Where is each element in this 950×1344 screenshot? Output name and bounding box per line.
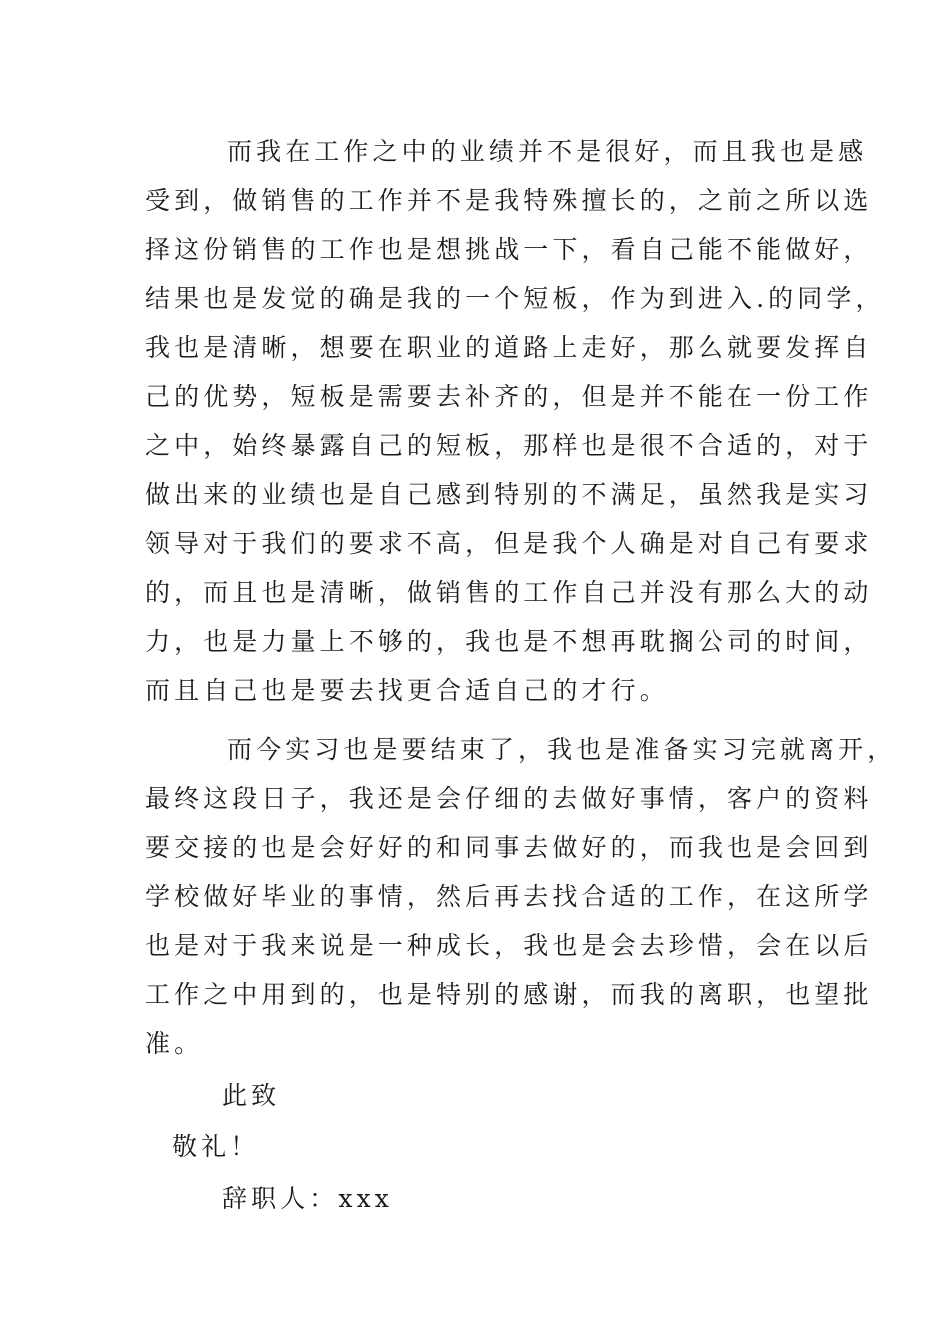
signature-line: 辞职人：xxx xyxy=(222,1184,393,1213)
paragraph-1-line-12: 而且自己也是要去找更合适自己的才行。 xyxy=(145,676,669,705)
paragraph-1-line-10: 的，而且也是清晰，做销售的工作自己并没有那么大的动 xyxy=(145,578,873,607)
paragraph-2-line-1: 而今实习也是要结束了，我也是准备实习完就离开， xyxy=(227,735,897,764)
paragraph-1-line-3: 择这份销售的工作也是想挑战一下，看自己能不能做好， xyxy=(145,235,873,264)
paragraph-2-line-4: 学校做好毕业的事情，然后再去找合适的工作，在这所学 xyxy=(145,882,873,911)
paragraph-1-line-5: 我也是清晰，想要在职业的道路上走好，那么就要发挥自 xyxy=(145,333,873,362)
paragraph-1-line-4: 结果也是发觉的确是我的一个短板，作为到进入.的同学， xyxy=(145,284,885,313)
paragraph-1-line-1: 而我在工作之中的业绩并不是很好，而且我也是感 xyxy=(227,137,868,166)
paragraph-1-line-11: 力，也是力量上不够的，我也是不想再耽搁公司的时间， xyxy=(145,627,873,656)
paragraph-2-line-3: 要交接的也是会好好的和同事去做好的，而我也是会回到 xyxy=(145,833,873,862)
paragraph-2-line-2: 最终这段日子，我还是会仔细的去做好事情，客户的资料 xyxy=(145,784,873,813)
paragraph-2-line-7: 准。 xyxy=(145,1029,204,1058)
paragraph-2-line-6: 工作之中用到的，也是特别的感谢，而我的离职，也望批 xyxy=(145,980,873,1009)
paragraph-1-line-2: 受到，做销售的工作并不是我特殊擅长的，之前之所以选 xyxy=(145,186,873,215)
paragraph-1-line-7: 之中，始终暴露自己的短板，那样也是很不合适的，对于 xyxy=(145,431,873,460)
closing-salutation: 此致 xyxy=(222,1081,281,1110)
paragraph-1-line-6: 己的优势，短板是需要去补齐的，但是并不能在一份工作 xyxy=(145,382,873,411)
paragraph-2-line-5: 也是对于我来说是一种成长，我也是会去珍惜，会在以后 xyxy=(145,931,873,960)
closing-regards: 敬礼！ xyxy=(172,1132,260,1161)
paragraph-1-line-9: 领导对于我们的要求不高，但是我个人确是对自己有要求 xyxy=(145,529,873,558)
paragraph-1-line-8: 做出来的业绩也是自己感到特别的不满足，虽然我是实习 xyxy=(145,480,873,509)
